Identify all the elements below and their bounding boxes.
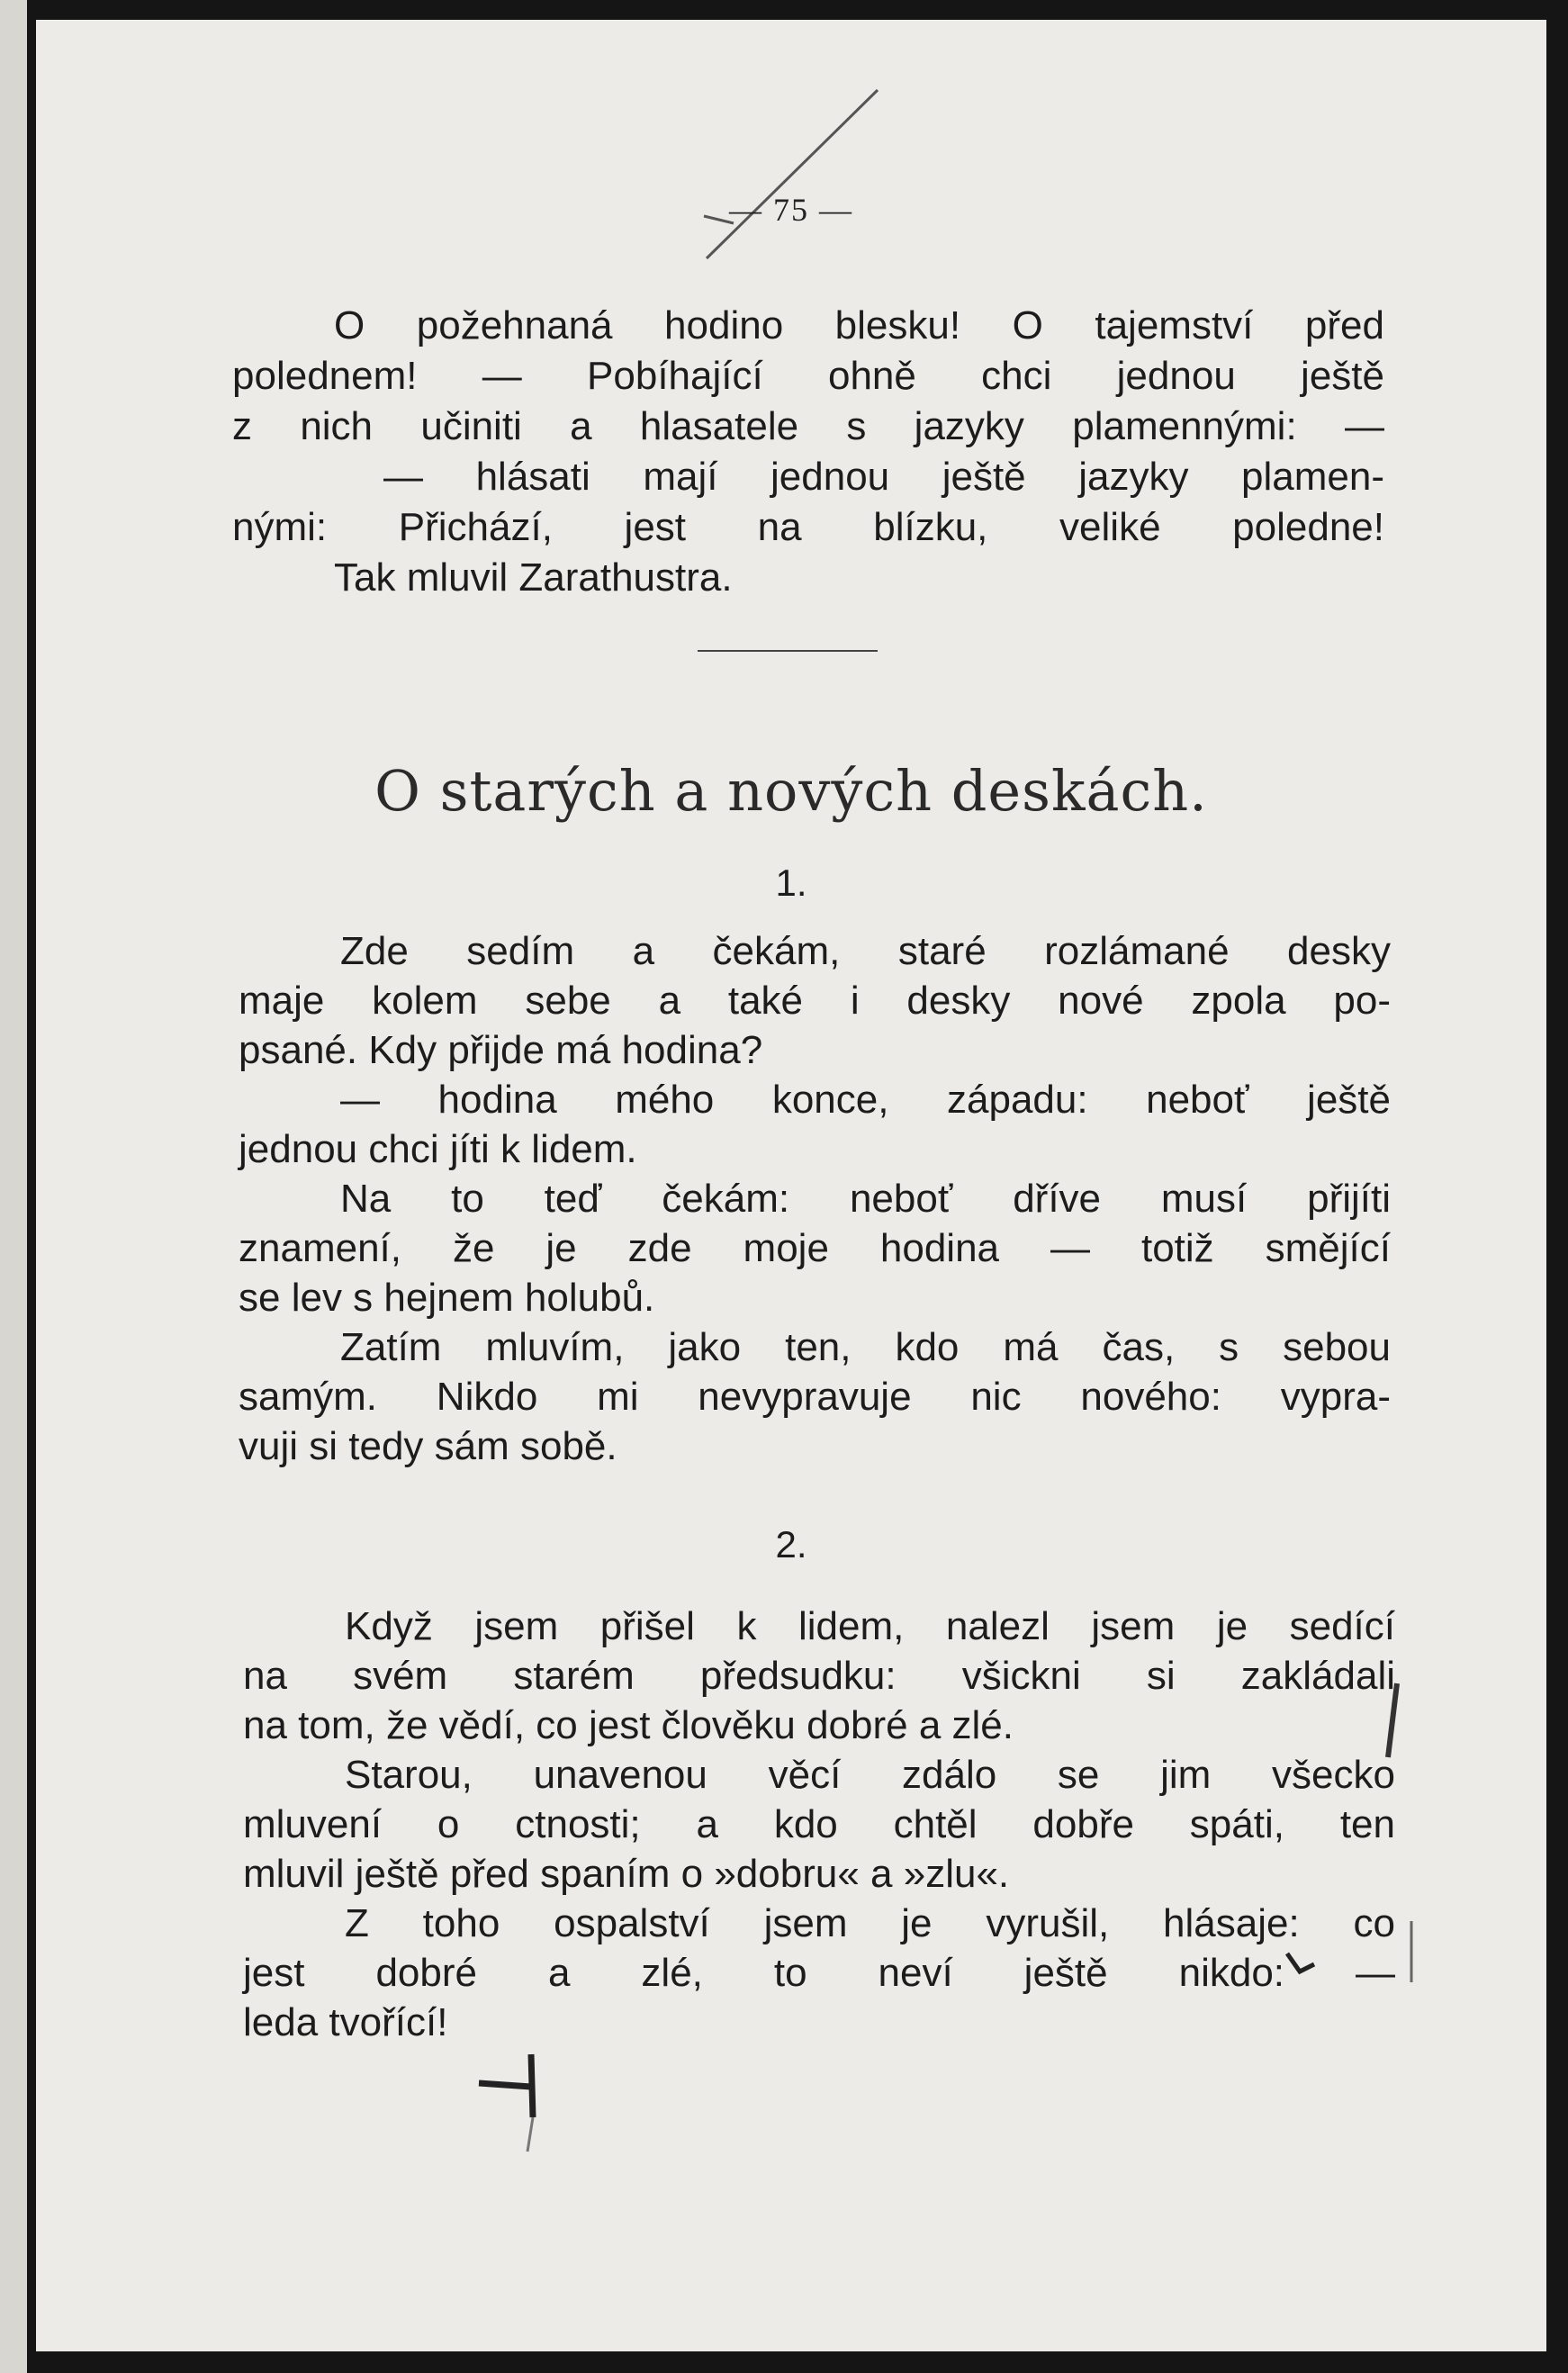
s2-line-1: Když jsem přišel k lidem, nalezl jsem je sedící (345, 1604, 1395, 1648)
book-page (36, 20, 1546, 2351)
s2-line-7: Z toho ospalství jsem je vyrušil, hlásaje: co (345, 1901, 1395, 1945)
section-divider (698, 650, 878, 652)
intro-line-3: z nich učiniti a hlasatele s jazyky plamennými: — (232, 404, 1384, 448)
s2-line-9: leda tvořící! (243, 2000, 448, 2044)
s2-line-5: mluvení o ctnosti; a kdo chtěl dobře spáti, ten (243, 1802, 1395, 1846)
section-number-2: 2. (775, 1523, 807, 1565)
s2-line-2: na svém starém předsudku: všickni si zakládali (243, 1654, 1395, 1698)
s2-line-6: mluvil ještě před spaním o »dobru« a »zlu«. (243, 1852, 1010, 1896)
chapter-title: O starých a nových deskách. (374, 758, 1208, 824)
intro-line-6: Tak mluvil Zarathustra. (334, 555, 733, 600)
page-number: — 75 — (729, 192, 853, 228)
section-number-1: 1. (775, 862, 807, 904)
s1-line-7: znamení, že je zde moje hodina — totiž smějící (239, 1226, 1391, 1270)
s1-line-10: samým. Nikdo mi nevypravuje nic nového: vypra- (239, 1375, 1391, 1419)
s2-line-4: Starou, unavenou věcí zdálo se jim všecko (345, 1753, 1395, 1797)
s1-line-6: Na to teď čekám: neboť dříve musí přijíti (340, 1177, 1391, 1221)
s1-line-5: jednou chci jíti k lidem. (239, 1127, 637, 1171)
intro-line-5: nými: Přichází, jest na blízku, veliké poledne! (232, 505, 1384, 549)
s1-line-11: vuji si tedy sám sobě. (239, 1424, 617, 1468)
s1-line-9: Zatím mluvím, jako ten, kdo má čas, s sebou (340, 1325, 1391, 1369)
s1-line-1: Zde sedím a čekám, staré rozlámané desky (340, 929, 1391, 973)
intro-line-2: polednem! — Pobíhající ohně chci jednou ještě (232, 354, 1384, 398)
intro-line-4: — hlásati mají jednou ještě jazyky plamen- (383, 455, 1384, 499)
s1-line-3: psané. Kdy přijde má hodina? (239, 1028, 763, 1072)
s1-line-4: — hodina mého konce, západu: neboť ještě (340, 1078, 1391, 1122)
s2-line-3: na tom, že vědí, co jest člověku dobré a zlé. (243, 1703, 1014, 1747)
intro-line-1: O požehnaná hodino blesku! O tajemství před (334, 303, 1384, 347)
s1-line-2: maje kolem sebe a také i desky nové zpola po- (239, 979, 1391, 1023)
s2-line-8: jest dobré a zlé, to neví ještě nikdo: — (243, 1951, 1395, 1995)
book-gutter (0, 0, 27, 2373)
s1-line-8: se lev s hejnem holubů. (239, 1276, 655, 1320)
